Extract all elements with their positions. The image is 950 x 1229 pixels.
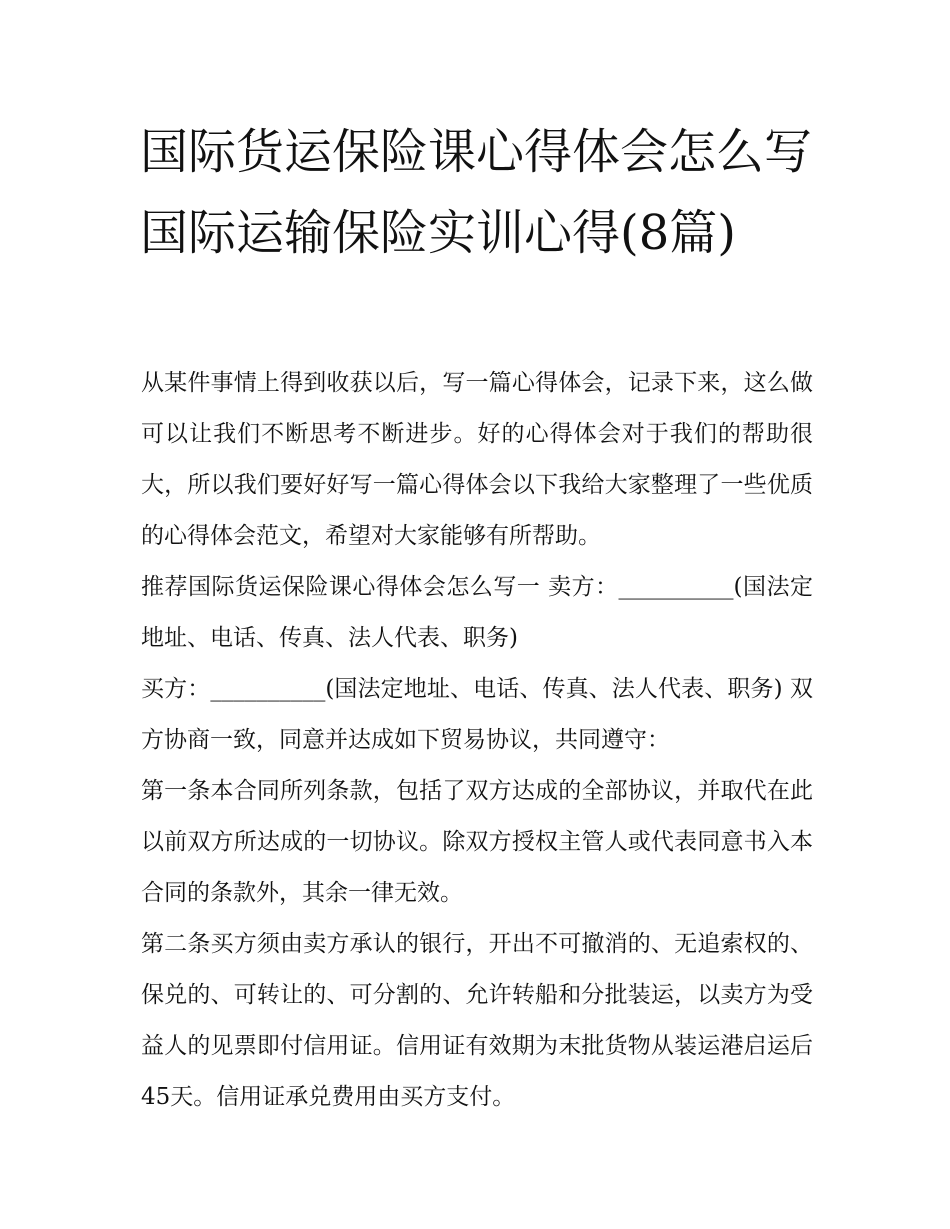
paragraph-seller: 推荐国际货运保险课心得体会怎么写一 卖方：__________(国法定地址、电话、传真、法人代表、职务): [141, 574, 813, 651]
document-body: [141, 358, 813, 1123]
paragraph-article-1: 第一条本合同所列条款，包括了双方达成的全部协议，并取代在此以前双方所达成的一切协议。除双方授权主管人或代表同意书入本合同的条款外，其余一律无效。: [141, 778, 813, 906]
paragraph-buyer: 买方：__________(国法定地址、电话、传真、法人代表、职务) 双方协商一致，同意并达成如下贸易协议，共同遵守：: [141, 676, 813, 753]
paragraph-intro: 从某件事情上得到收获以后，写一篇心得体会，记录下来，这么做可以让我们不断思考不断进步。好的心得体会对于我们的帮助很大，所以我们要好好写一篇心得体会以下我给大家整理了一些优质的心得体会范文，希望对大家能够有所帮助。: [141, 370, 813, 549]
paragraph-article-2: 第二条买方须由卖方承认的银行，开出不可撤消的、无追索权的、保兑的、可转让的、可分割的、允许转船和分批装运，以卖方为受益人的见票即付信用证。信用证有效期为末批货物从装运港启运后45天。信用证承兑费用由买方支付。: [141, 931, 813, 1110]
document-title: 国际货运保险课心得体会怎么写 国际运输保险实训心得(8篇): [140, 124, 813, 261]
